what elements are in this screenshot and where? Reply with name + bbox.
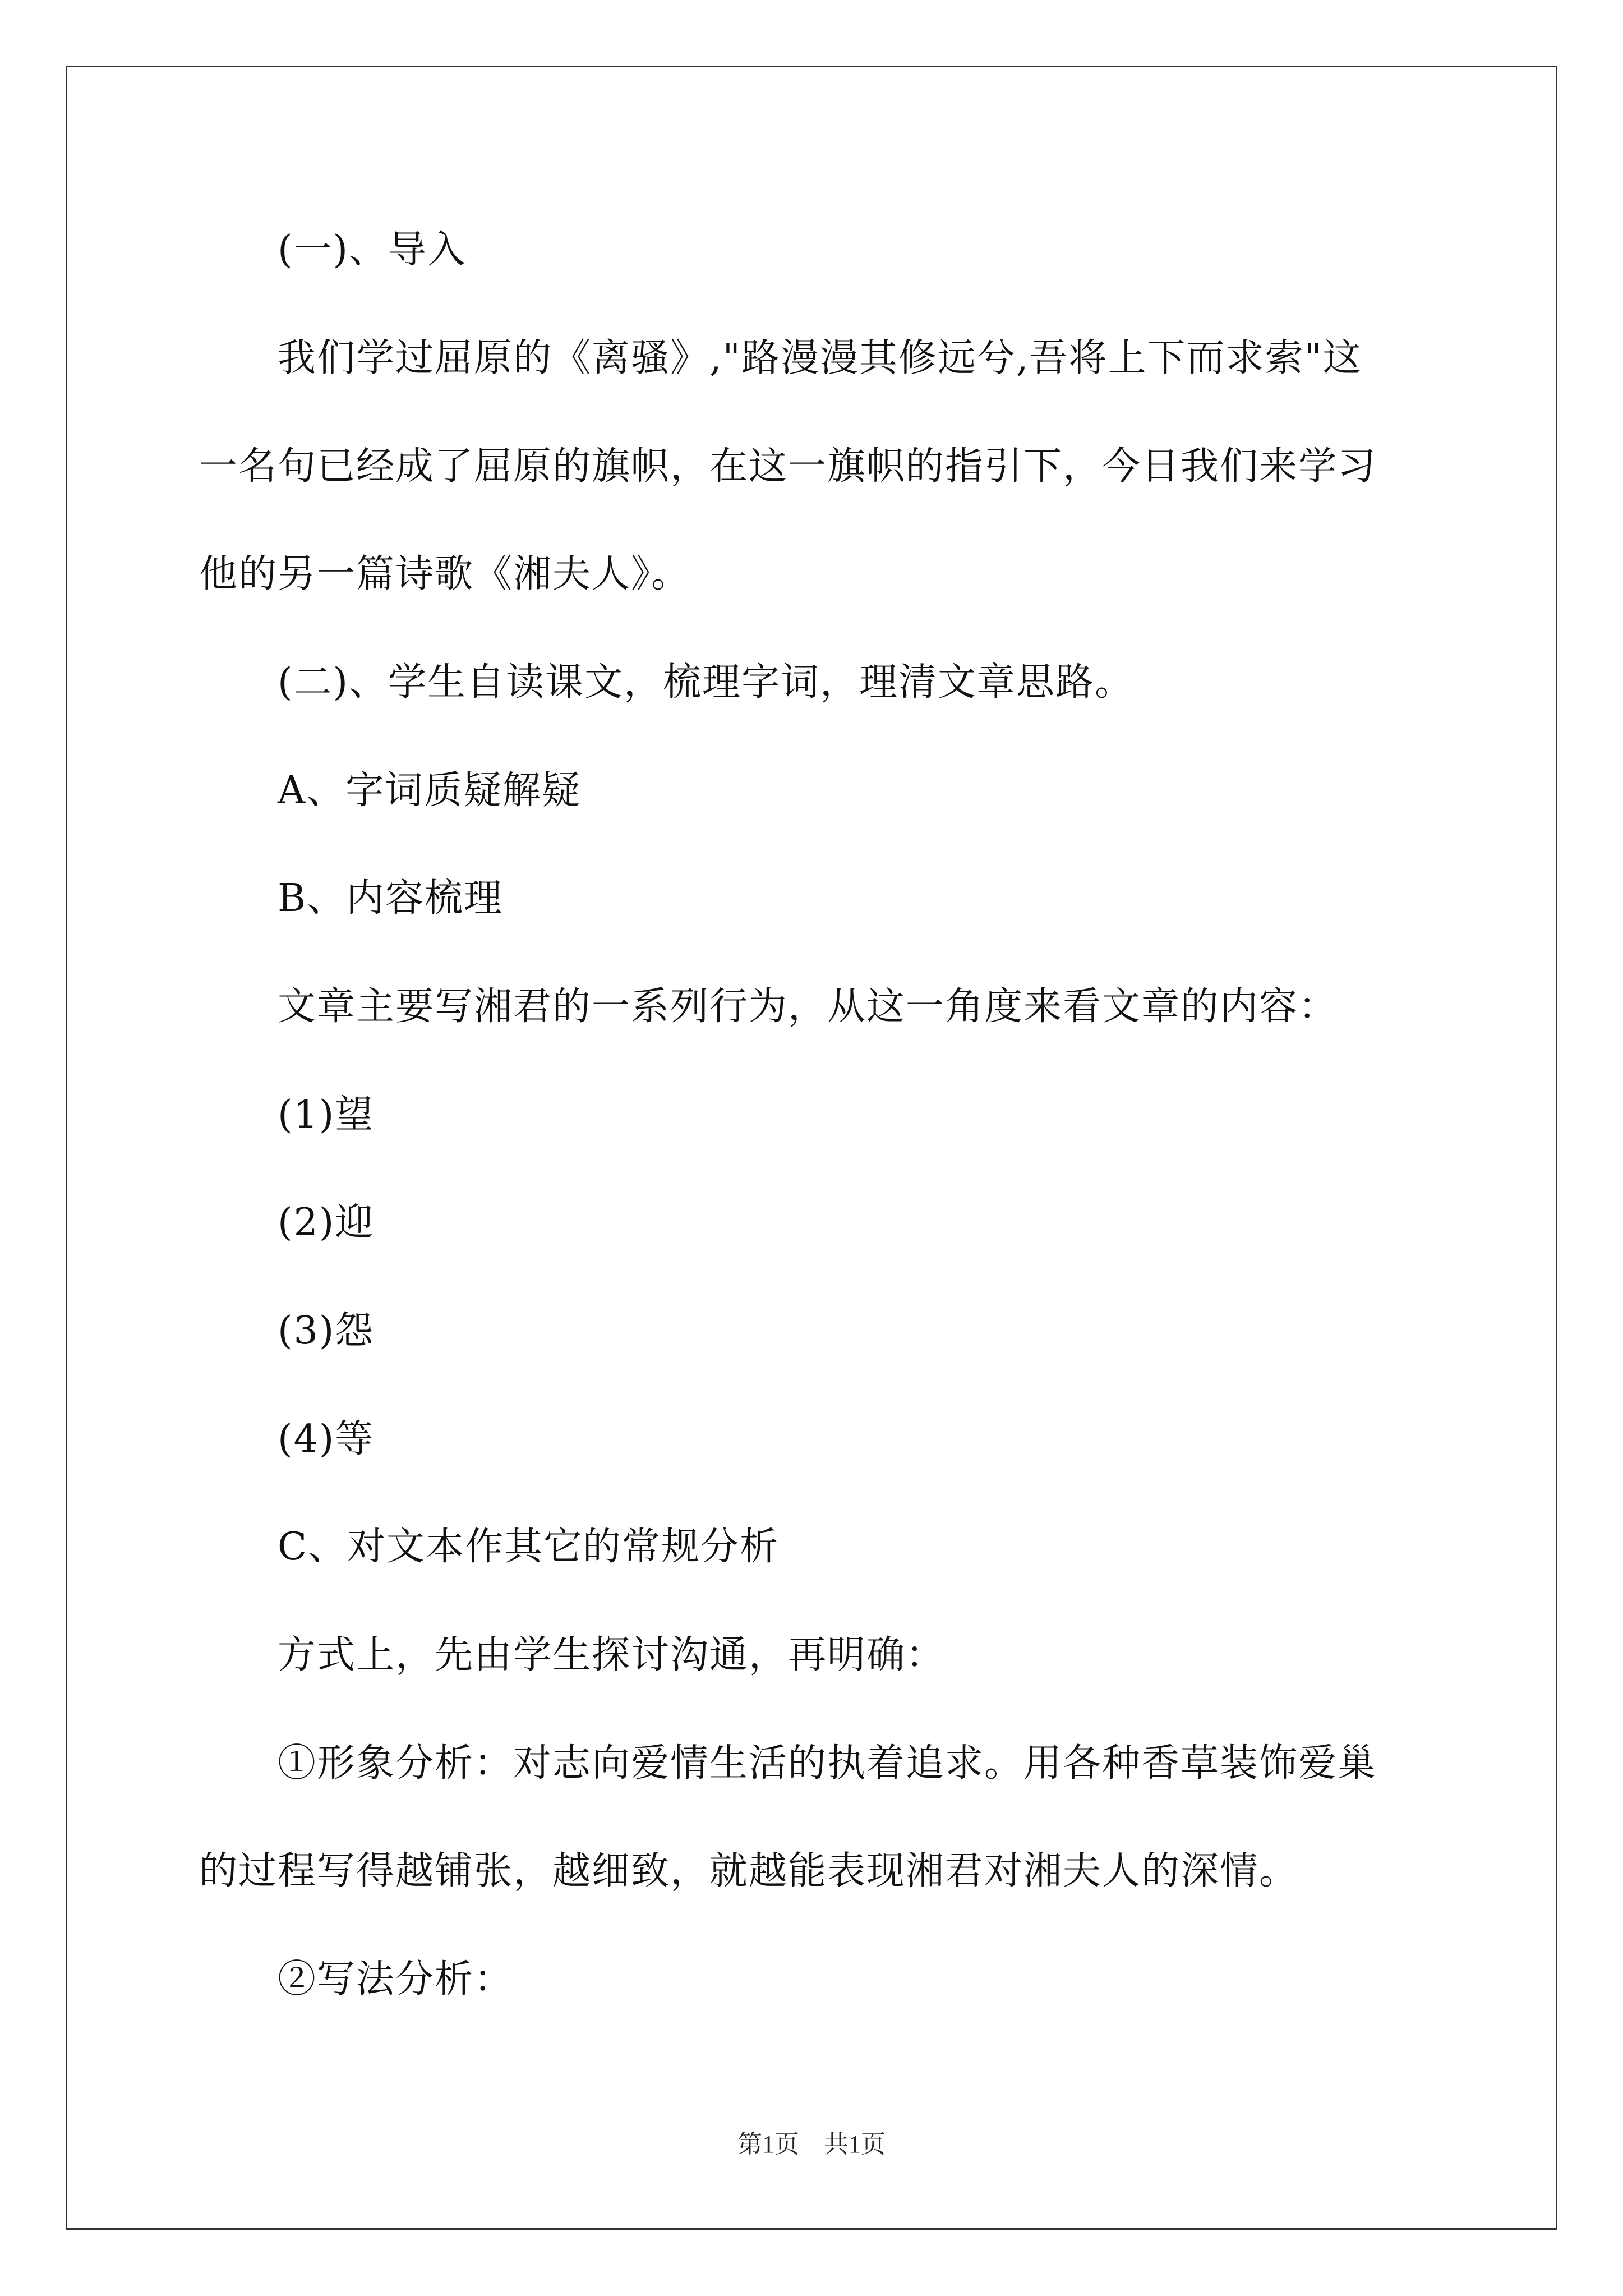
page-footer [0, 2132, 1623, 2157]
paragraph-line: 文章主要写湘君的一系列行为，从这一角度来看文章的内容： [278, 984, 1338, 1029]
page-number: 第1页 [737, 2131, 799, 2158]
page-border [66, 66, 1557, 2230]
paragraph-line: ②写法分析： [278, 1957, 514, 2001]
list-item: (2)迎 [278, 1200, 375, 1245]
paragraph-subheading: A、字词质疑解疑 [278, 769, 582, 813]
paragraph-subheading: B、内容梳理 [278, 876, 503, 921]
paragraph-subheading: C、对文本作其它的常规分析 [278, 1525, 780, 1569]
list-item: (4)等 [278, 1417, 375, 1461]
list-item: (1)望 [278, 1093, 375, 1137]
paragraph-line: 方式上，先由学生探讨沟通，再明确： [278, 1633, 946, 1677]
paragraph-line: 的过程写得越铺张，越细致，就越能表现湘君对湘夫人的深情。 [199, 1849, 1299, 1893]
list-item: (3)怨 [278, 1309, 375, 1353]
paragraph-section-heading: (二)、学生自读课文，梳理字词，理清文章思路。 [278, 660, 1135, 705]
page-total: 共1页 [824, 2131, 886, 2158]
paragraph-line: 一名句已经成了屈原的旗帜，在这一旗帜的指引下，今日我们来学习 [199, 444, 1377, 489]
paragraph-intro-heading: (一)、导入 [278, 228, 467, 272]
paragraph-line: 我们学过屈原的《离骚》,"路漫漫其修远兮,吾将上下而求索"这 [278, 336, 1362, 380]
paragraph-line: 他的另一篇诗歌《湘夫人》。 [199, 552, 691, 596]
paragraph-line: ①形象分析：对志向爱情生活的执着追求。用各种香草装饰爱巢 [278, 1741, 1377, 1786]
